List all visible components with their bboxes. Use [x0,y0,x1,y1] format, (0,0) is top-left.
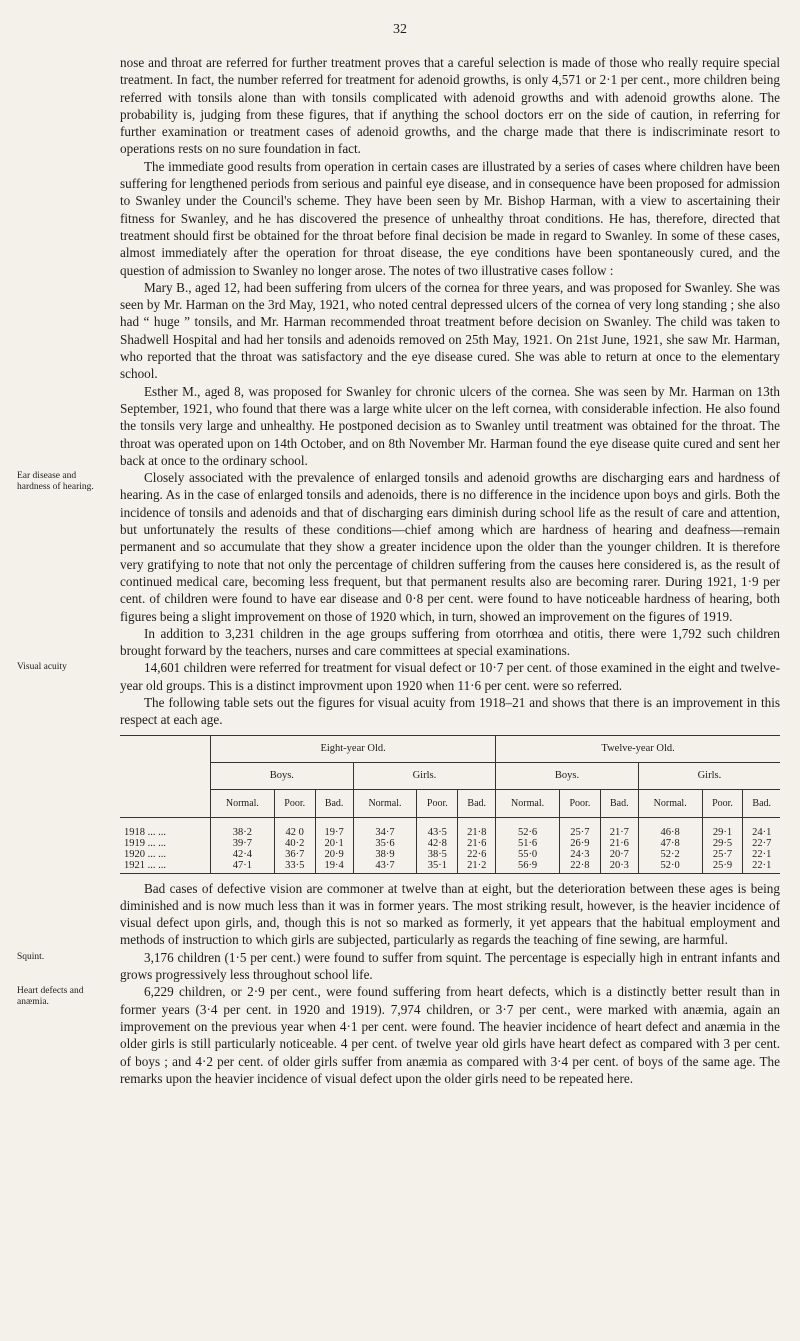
table-cell: 25·9 [702,860,743,874]
table-cell: 22·1 [743,849,780,860]
table-cell: 21·8 [458,817,496,838]
table-cell: 20·3 [600,860,638,874]
table-cell: 29·1 [702,817,743,838]
table-cell: 24·1 [743,817,780,838]
table-cell: 22·1 [743,860,780,874]
table-cell: 47·8 [638,838,702,849]
paragraph-bad-vision: Bad cases of defective vision are commoner at twelve than at eight, but the deterioration between these ages is being diminished and is now much less than it was in former years. The most striking result, however, is the heavier incidence of visual defect upon girls, and, though this is not so marked as formerly, it yet appears that the habitual employment and methods of instruction to which girls are subjected, particularly as regards the teaching of fine sewing, are harmful. [120,880,780,948]
table-cell: 22·6 [458,849,496,860]
paragraph-case-mary: Mary B., aged 12, had been suffering from ulcers of the cornea for three years, and was proposed for Swanley. She was seen by Mr. Harman on the 3rd May, 1921, who noted central depressed ulcers of the cornea of very long standing ; she also had “ huge ” tonsils, and Mr. Harman recommended throat treatment before decision on Swanley. The child was taken to Shadwell Hospital and had her tonsils and adenoids removed on 25th May, 1921. On 21st June, 1921, she saw Mr. Harman, who reported that the throat was satisfactory and the eye disease cured. She was able to return at once to the elementary school. [120,279,780,382]
table-cell: 19·7 [315,817,353,838]
table-cell: 40·2 [274,838,315,849]
section-squint [17,949,780,984]
table-cell: 47·1 [211,860,275,874]
table-cell: 21·6 [600,838,638,849]
table-cell: 19·4 [315,860,353,874]
row-year: 1921 ... ... [120,860,211,874]
table-cell: 38·2 [211,817,275,838]
paragraph-heart-defects: 6,229 children, or 2·9 per cent., were found suffering from heart defects, which is a distinctly better result than in former years (3·4 per cent. in 1920 and 1919). 7,974 children, or 3·7 per cent., were marked with anæmia, again an improvement on the previous year when 4·1 per cent. were found. The heavier incidence of heart defect and anæmia in the older girls is still particularly noticeable. 4 per cent. of twelve year old girls have heart defect as compared with 3 per cent. of boys ; and 4·2 per cent. of older girls suffer from anæmia as compared with 3·4 per cent. of boys of the same age. The remarks upon the heavier incidence of visual defect upon the older girls need to be repeated here. [120,984,780,1086]
table-cell: 35·1 [417,860,458,874]
col-normal: Normal. [353,789,417,817]
page-number: 32 [393,22,407,37]
col-poor: Poor. [274,789,315,817]
table-cell: 25·7 [702,849,743,860]
section-heart-defects [17,983,780,1087]
table-cell: 56·9 [496,860,560,874]
table-cell: 20·9 [315,849,353,860]
col-bad: Bad. [315,789,353,817]
table-cell: 35·6 [353,838,417,849]
table-cell: 42·4 [211,849,275,860]
table-cell: 42 0 [274,817,315,838]
col-normal: Normal. [496,789,560,817]
table-cell: 51·6 [496,838,560,849]
table-cell: 46·8 [638,817,702,838]
table-cell: 52·0 [638,860,702,874]
table-cell: 29·5 [702,838,743,849]
col-poor: Poor. [559,789,600,817]
table-cell: 43·7 [353,860,417,874]
header-twelve-year-old: Twelve-year Old. [496,735,780,762]
row-year: 1919 ... ... [124,837,166,849]
table-cell: 26·9 [559,838,600,849]
side-note-squint: Squint. [17,951,45,962]
table-cell: 33·5 [274,860,315,874]
paragraph-otorrhoea: In addition to 3,231 children in the age groups suffering from otorrhœa and otitis, there were 1,792 such children brought forward by the teachers, nurses and care committees at special examinations. [120,625,780,659]
table-cell: 25·7 [559,817,600,838]
table-row [120,849,780,860]
paragraph-visual-defect: 14,601 children were referred for treatment for visual defect or 10·7 per cent. of those examined in the eight and twelve-year old groups. This is a distinct improvment upon 1920 when 11·6 per cent. were so referred. [120,660,780,693]
side-note-heart-defects: Heart defects and anæmia. [17,986,84,1007]
header-twelve-boys: Boys. [496,762,639,789]
table-cell: 36·7 [274,849,315,860]
table-row [120,817,780,838]
header-eight-year-old: Eight-year Old. [211,735,496,762]
row-year: 1918 ... ... [124,826,166,838]
paragraph-ear-disease: Closely associated with the prevalence of enlarged tonsils and adenoid growths are discharging ears and hardness of hearing. As in the case of enlarged tonsils and adenoids, there is no difference in the incidence upon boys and girls. Both the incidence of tonsils and adenoids and that of discharging ears diminish during school life as the result of care and attention, but unfortunately the results of these conditions—chief among which are hardness of hearing and deafness—remain permanent and so accumulate that they show a greater incidence upon the older than the younger children. It is therefore very gratifying to note that not only the percentage of children suffering from the causes here considered is, as the result of continued medical care, becoming less frequent, but that permanent results also are becoming rarer. During 1921, 1·9 per cent. of children were found to have ear disease and 0·8 per cent. were found to have noticeable hardness of hearing, both figures being a slight improvement on those of 1920 which, in turn, showed an improvement on the figures of 1919. [120,470,780,624]
table-cell: 42·8 [417,838,458,849]
col-poor: Poor. [417,789,458,817]
row-year: 1920 ... ... [124,848,166,860]
paragraph-table-intro: The following table sets out the figures for visual acuity from 1918–21 and shows that there is an improvement in this respect at each age. [120,694,780,728]
table-cell: 52·6 [496,817,560,838]
table-row [120,838,780,849]
side-note-ear-disease: Ear disease and hardness of hearing. [17,471,94,492]
col-bad: Bad. [600,789,638,817]
table-cell: 22·7 [743,838,780,849]
col-normal: Normal. [211,789,275,817]
table-cell: 38·9 [353,849,417,860]
visual-acuity-table [120,735,780,874]
table-cell: 20·1 [315,838,353,849]
paragraph-adenoid-referrals: nose and throat are referred for further treatment proves that a careful selection is made of those who really require special treatment. In fact, the number referred for treatment for adenoid growths, is only 4,571 or 2·1 per cent., more children being referred with tonsils alone than with tonsils complicated with adenoid growths and with adenoid growths alone. The probability is, judging from these figures, that if anything the school doctors err on the side of caution, in referring for further examination or treatment cases of adenoid growths, and the charge made that there is indiscriminate resort to operations rests on no sure foundation in fact. [120,55,780,157]
header-eight-girls: Girls. [353,762,496,789]
table-cell: 43·5 [417,817,458,838]
paragraph-case-esther: Esther M., aged 8, was proposed for Swanley for chronic ulcers of the cornea. She was seen by Mr. Harman on 13th September, 1921, who found that there was a large white ulcer on the left cornea, with considerable infection. He also found the tonsils very large and unhealthy. He postponed decision as to Swanley until treatment was obtained for the throat. The throat was operated upon on 14th October, and on 8th November Mr. Harman found the eye disease quite cured and sent her back at once to the ordinary school. [120,383,780,468]
table-cell: 21·2 [458,860,496,874]
table-cell: 52·2 [638,849,702,860]
table-cell: 34·7 [353,817,417,838]
col-bad: Bad. [743,789,780,817]
section-visual-acuity [17,659,780,694]
paragraph-operation-results: The immediate good results from operation in certain cases are illustrated by a series of cases where children have been suffering for lengthened periods from serious and painful eye disease, and in consequence have been proposed for admission to Swanley under the Council's scheme. They have been seen by Mr. Bishop Harman, with a view to ascertaining their fitness for Swanley, and he has discovered the presence of unhealthy throat conditions. He has, therefore, directed that treatment should first be obtained for the throat before final decision be made in regard to Swanley. In some of these cases, almost immediately after the operation for throat disease, the eye conditions have been spontaneously cured, and the question of admission to Swanley no longer arose. The notes of two illustrative cases follow : [120,158,780,278]
table-cell: 39·7 [211,838,275,849]
table-cell: 20·7 [600,849,638,860]
header-twelve-girls: Girls. [638,762,780,789]
side-note-visual-acuity: Visual acuity [17,662,67,673]
table-cell: 21·6 [458,838,496,849]
table-cell: 55·0 [496,849,560,860]
col-bad: Bad. [458,789,496,817]
section-ear-disease [17,469,780,625]
table-cell: 38·5 [417,849,458,860]
body-text [17,54,780,1087]
table-cell: 21·7 [600,817,638,838]
header-eight-boys: Boys. [211,762,354,789]
col-poor: Poor. [702,789,743,817]
table-row [120,860,780,874]
col-normal: Normal. [638,789,702,817]
table-cell: 22·8 [559,860,600,874]
table-cell: 24·3 [559,849,600,860]
paragraph-squint: 3,176 children (1·5 per cent.) were found to suffer from squint. The percentage is especially high in entrant infants and grows progressively less throughout school life. [120,949,780,983]
